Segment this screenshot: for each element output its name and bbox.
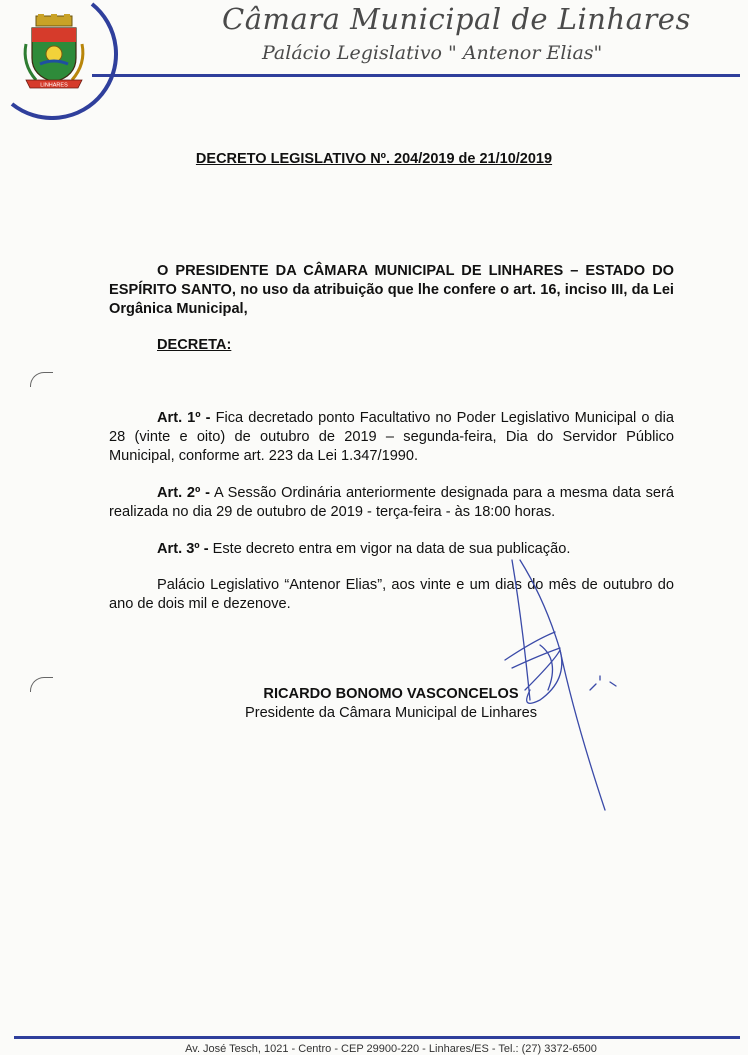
article-1-label: Art. 1º - [157, 410, 211, 426]
article-1 [109, 409, 674, 466]
binder-hole-mark [30, 372, 53, 387]
decree-preamble: O PRESIDENTE DA CÂMARA MUNICIPAL DE LINHARES – ESTADO DO ESPÍRITO SANTO, no uso da atribuição que lhe confere o art. 16, inciso III, da Lei Orgânica Municipal, [109, 263, 674, 317]
footer-divider [14, 1036, 740, 1039]
binder-hole-mark [30, 677, 53, 692]
article-1-text: Fica decretado ponto Facultativo no Poder Legislativo Municipal o dia 28 (vinte e oito) de outubro de 2019 – segunda-feira, Dia do Servidor Público Municipal, conforme art. 223 da Lei 1.347/1990. [109, 410, 674, 464]
institution-subtitle: Palácio Legislativo " Antenor Elias" [262, 42, 603, 64]
letterhead [0, 0, 748, 110]
header-divider [92, 74, 740, 77]
decree-title: DECRETO LEGISLATIVO Nº. 204/2019 de 21/10/2019 [195, 151, 553, 167]
article-2-label: Art. 2º - [157, 485, 210, 501]
decreta-label: DECRETA: [157, 337, 232, 353]
signer-name: RICARDO BONOMO VASCONCELOS [263, 686, 519, 702]
article-3-text: Este decreto entra em vigor na data de sua publicação. [208, 541, 571, 557]
article-2-text: A Sessão Ordinária anteriormente designada para a mesma data será realizada no dia 29 de outubro de 2019 - terça-feira - às 18:00 horas. [109, 485, 674, 520]
article-3-label: Art. 3º - [157, 541, 209, 557]
linhares-crest-logo [20, 14, 88, 94]
signer-role: Presidente da Câmara Municipal de Linhares [244, 705, 538, 721]
institution-title: Câmara Municipal de Linhares [222, 2, 691, 36]
article-3 [109, 540, 674, 559]
article-2 [109, 484, 674, 522]
closing-paragraph: Palácio Legislativo “Antenor Elias”, aos vinte e um dias do mês de outubro do ano de dois mil e dezenove. [109, 577, 674, 612]
crest-ribbon-text: LINHARES [40, 82, 68, 89]
footer-address: Av. José Tesch, 1021 - Centro - CEP 29900-220 - Linhares/ES - Tel.: (27) 3372-6500 [185, 1043, 597, 1055]
